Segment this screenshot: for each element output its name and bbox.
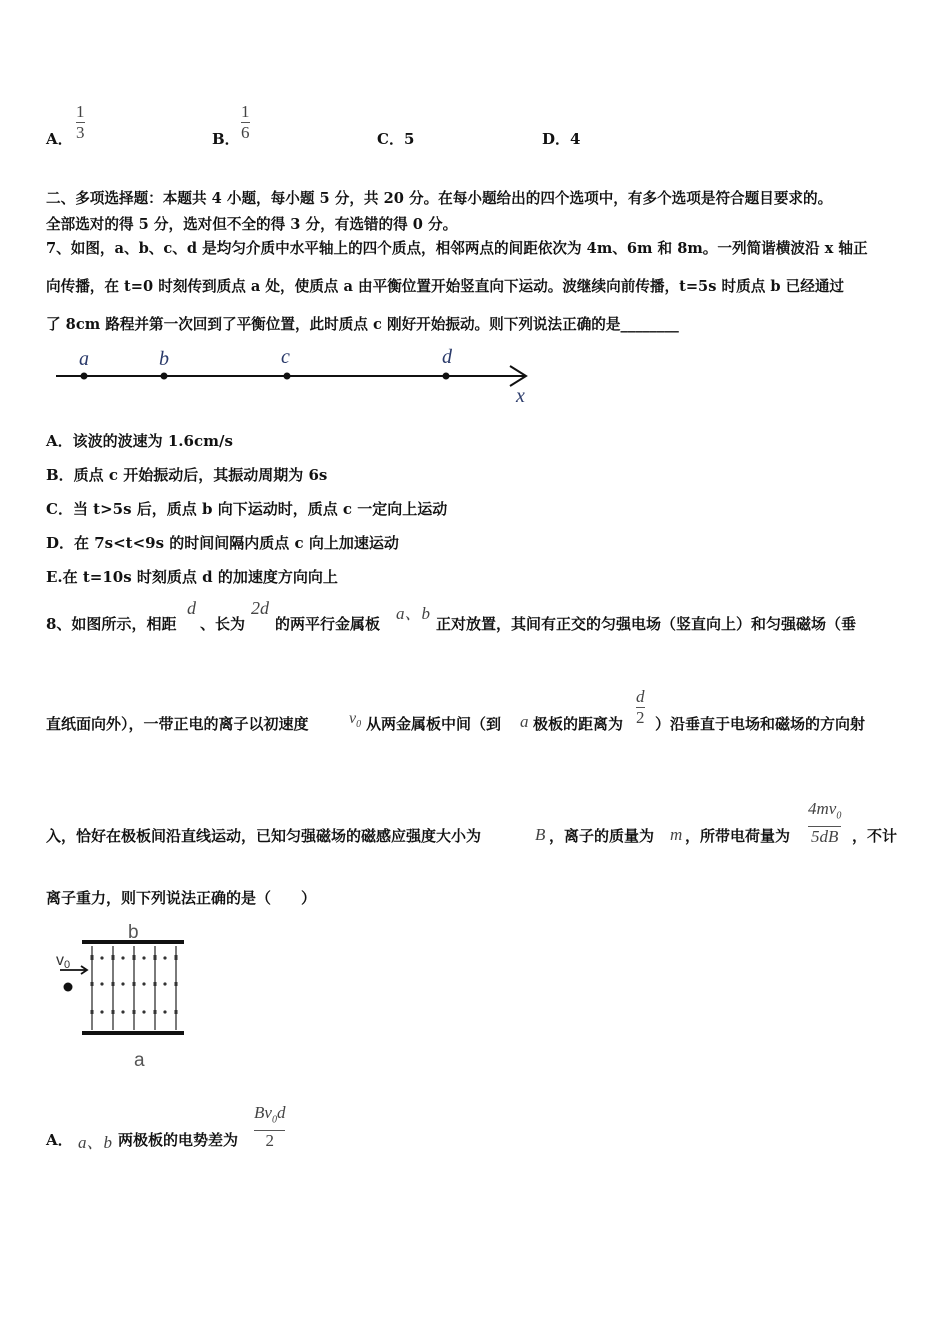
numerator-subscript: 0 xyxy=(271,1114,277,1126)
point-a xyxy=(81,373,88,380)
q8-var-ab: a、b xyxy=(396,604,430,623)
label-d: d xyxy=(442,346,452,368)
velocity-label xyxy=(56,952,70,971)
option-b-label: B． xyxy=(212,130,240,148)
q8-text-4: 离子重力，则下列说法正确的是（ ） xyxy=(46,889,317,907)
plate-label-a: a xyxy=(134,1050,145,1070)
point-c xyxy=(284,373,291,380)
q8-text-2c: 极板的距离为 xyxy=(533,715,624,733)
q7-text-line3: 了 8cm 路程并第一次回到了平衡位置，此时质点 c 刚好开始振动。则下列说法正确的是________ xyxy=(46,316,679,333)
point-b xyxy=(161,373,168,380)
q8-option-a-text: 两极板的电势差为 xyxy=(118,1131,239,1149)
q8-text-1c: 的两平行金属板 xyxy=(275,615,381,633)
q8-text-1b: 、长为 xyxy=(200,615,246,633)
fraction-numerator: 1 xyxy=(76,102,85,121)
fraction-denominator: 3 xyxy=(76,123,85,142)
option-d: D．4 xyxy=(542,130,581,148)
q8-text-3a: 入，恰好在极板间沿直线运动，已知匀强磁场的磁感应强度大小为 xyxy=(46,827,482,845)
label-b: b xyxy=(159,348,169,370)
section-heading-line1: 二、多项选择题：本题共 4 小题，每小题 5 分，共 20 分。在每小题给出的四个选项中，有多个选项是符合题目要求的。 xyxy=(46,190,833,207)
numerator-text: Bv xyxy=(254,1103,272,1122)
fraction-numerator xyxy=(254,1103,285,1130)
fraction-numerator: 1 xyxy=(241,102,250,121)
v-symbol: v xyxy=(56,952,64,969)
q7-axis-figure xyxy=(50,340,540,410)
label-c: c xyxy=(281,346,290,368)
q8-text-3c: ，所带电荷量为 xyxy=(685,827,791,845)
q7-text-line1: 7、如图，a、b、c、d 是均匀介质中水平轴上的四个质点，相邻两点的间距依次为 4m、6m 和 8m。一列简谐横波沿 x 轴正 xyxy=(46,240,868,257)
q8-text-3b: ，离子的质量为 xyxy=(549,827,655,845)
section-heading-line2: 全部选对的得 5 分，选对但不全的得 3 分，有选错的得 0 分。 xyxy=(46,216,458,233)
fraction-denominator: 6 xyxy=(241,123,250,142)
q8-frac-charge xyxy=(808,799,841,847)
fraction-denominator: 5dB xyxy=(810,827,839,847)
fraction-numerator: d xyxy=(636,687,645,706)
ion-particle xyxy=(64,983,73,992)
q8-text-2a: 直纸面向外），一带正电的离子以初速度 xyxy=(46,715,309,733)
option-a-fraction xyxy=(76,102,85,143)
option-b-fraction xyxy=(241,102,250,143)
fraction-numerator xyxy=(808,799,841,826)
q8-var-a: a xyxy=(520,712,529,731)
fraction-denominator: 2 xyxy=(265,1131,274,1151)
q8-text-1d: 正对放置，其间有正交的匀强电场（竖直向上）和匀强磁场（垂 xyxy=(436,615,857,633)
v-subscript: 0 xyxy=(356,719,362,731)
q8-option-a-fraction xyxy=(254,1103,285,1151)
q8-option-a-var: a、b xyxy=(78,1133,112,1152)
q7-option-c: C．当 t>5s 后，质点 b 向下运动时，质点 c 一定向上运动 xyxy=(46,500,448,518)
q8-var-B: B xyxy=(535,825,546,844)
label-x: x xyxy=(516,385,525,407)
q8-var-v0 xyxy=(349,710,361,730)
label-a: a xyxy=(79,348,89,370)
v-subscript: 0 xyxy=(64,959,71,971)
plate-label-b: b xyxy=(128,922,139,943)
q7-option-e: E.在 t=10s 时刻质点 d 的加速度方向向上 xyxy=(46,568,338,586)
numerator-text: 4mv xyxy=(808,799,837,818)
q8-text-3d: ，不计 xyxy=(852,827,898,845)
q8-plates-figure xyxy=(50,918,200,1070)
option-c: C．5 xyxy=(377,130,415,148)
q8-var-m: m xyxy=(670,825,683,844)
fraction-denominator: 2 xyxy=(636,708,645,727)
q8-text-2d: ）沿垂直于电场和磁场的方向射 xyxy=(655,715,866,733)
q8-frac-d-over-2 xyxy=(636,687,645,728)
q8-text-2b: 从两金属板中间（到 xyxy=(366,715,502,733)
v-symbol: v xyxy=(349,710,357,727)
q8-var-d: d xyxy=(187,598,196,618)
numerator-subscript: 0 xyxy=(836,810,842,822)
q8-option-a-label: A． xyxy=(46,1131,73,1149)
q7-option-a: A．该波的波速为 1.6cm/s xyxy=(46,432,233,450)
q7-option-b: B．质点 c 开始振动后，其振动周期为 6s xyxy=(46,466,328,484)
q7-text-line2: 向传播，在 t=0 时刻传到质点 a 处，使质点 a 由平衡位置开始竖直向下运动。波继续向前传播，t=5s 时质点 b 已经通过 xyxy=(46,278,845,295)
option-a-label: A． xyxy=(46,130,73,148)
q7-option-d: D．在 7s<t<9s 的时间间隔内质点 c 向上加速运动 xyxy=(46,534,399,552)
point-d xyxy=(443,373,450,380)
q8-text-1a: 8、如图所示，相距 xyxy=(46,615,177,633)
numerator-d: d xyxy=(276,1103,286,1122)
q8-var-2d: 2d xyxy=(251,598,269,618)
